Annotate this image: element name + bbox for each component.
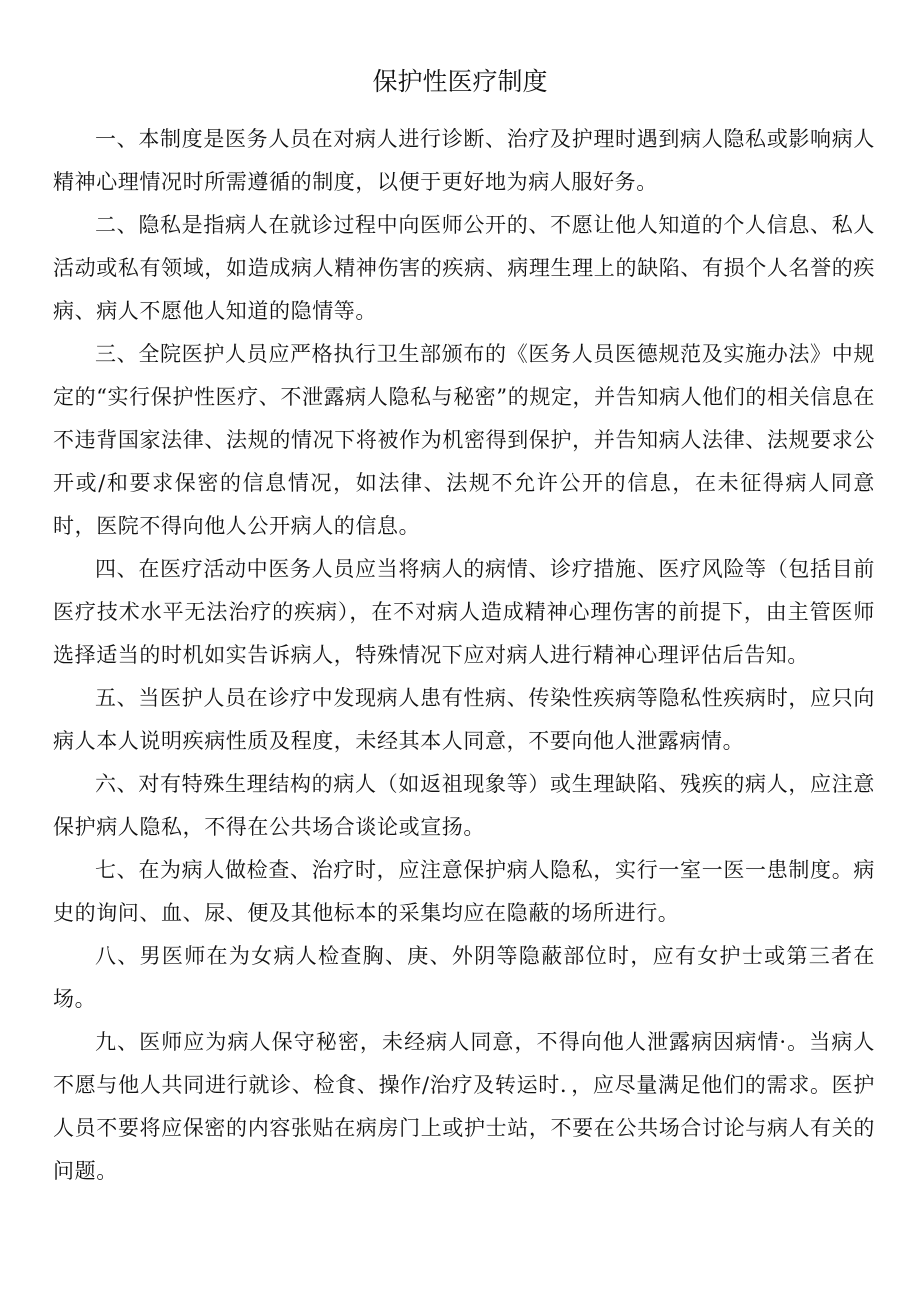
paragraph-8: 八、男医师在为女病人检查胸、庚、外阴等隐蔽部位时，应有女护士或第三者在场。 — [53, 944, 875, 1011]
paragraph-9: 九、医师应为病人保守秘密，未经病人同意，不得向他人泄露病因病情·。当病人不愿与他人共同进行就诊、检食、操作/治疗及转运时．，应尽量满足他们的需求。医护人员不要将应保密的内容张贴在病房门上或护士站，不要在公共场合讨论与病人有关的问题。 — [53, 1030, 875, 1183]
document-body — [53, 118, 875, 1193]
document-title: 保护性医疗制度 — [372, 67, 548, 96]
paragraph-1: 一、本制度是医务人员在对病人进行诊断、治疗及护理时遇到病人隐私或影响病人精神心理情况时所需遵循的制度，以便于更好地为病人服好务。 — [53, 127, 875, 194]
paragraph-4: 四、在医疗活动中医务人员应当将病人的病情、诊疗措施、医疗风险等（包括目前医疗技术水平无法治疗的疾病），在不对病人造成精神心理伤害的前提下，由主管医师选择适当的时机如实告诉病人，特殊情况下应对病人进行精神心理评估后告知。 — [53, 557, 875, 667]
paragraph-5: 五、当医护人员在诊疗中发现病人患有性病、传染性疾病等隐私性疾病时，应只向病人本人说明疾病性质及程度，未经其本人同意，不要向他人泄露病情。 — [53, 686, 875, 753]
paragraph-2: 二、隐私是指病人在就诊过程中向医师公开的、不愿让他人知道的个人信息、私人活动或私有领域，如造成病人精神伤害的疾病、病理生理上的缺陷、有损个人名誉的疾病、病人不愿他人知道的隐情等。 — [53, 213, 875, 323]
paragraph-3: 三、全院医护人员应严格执行卫生部颁布的《医务人员医德规范及实施办法》中规定的“实行保护性医疗、不泄露病人隐私与秘密”的规定，并告知病人他们的相关信息在不违背国家法律、法规的情况下将被作为机密得到保护，并告知病人法律、法规要求公开或/和要求保密的信息情况，如法律、法规不允许公开的信息，在未征得病人同意时，医院不得向他人公开病人的信息。 — [53, 342, 875, 538]
paragraph-7: 七、在为病人做检查、治疗时，应注意保护病人隐私，实行一室一医一患制度。病史的询问、血、尿、便及其他标本的采集均应在隐蔽的场所进行。 — [53, 858, 875, 925]
paragraph-6: 六、对有特殊生理结构的病人（如返祖现象等）或生理缺陷、残疾的病人，应注意保护病人隐私，不得在公共场合谈论或宣扬。 — [53, 772, 875, 839]
